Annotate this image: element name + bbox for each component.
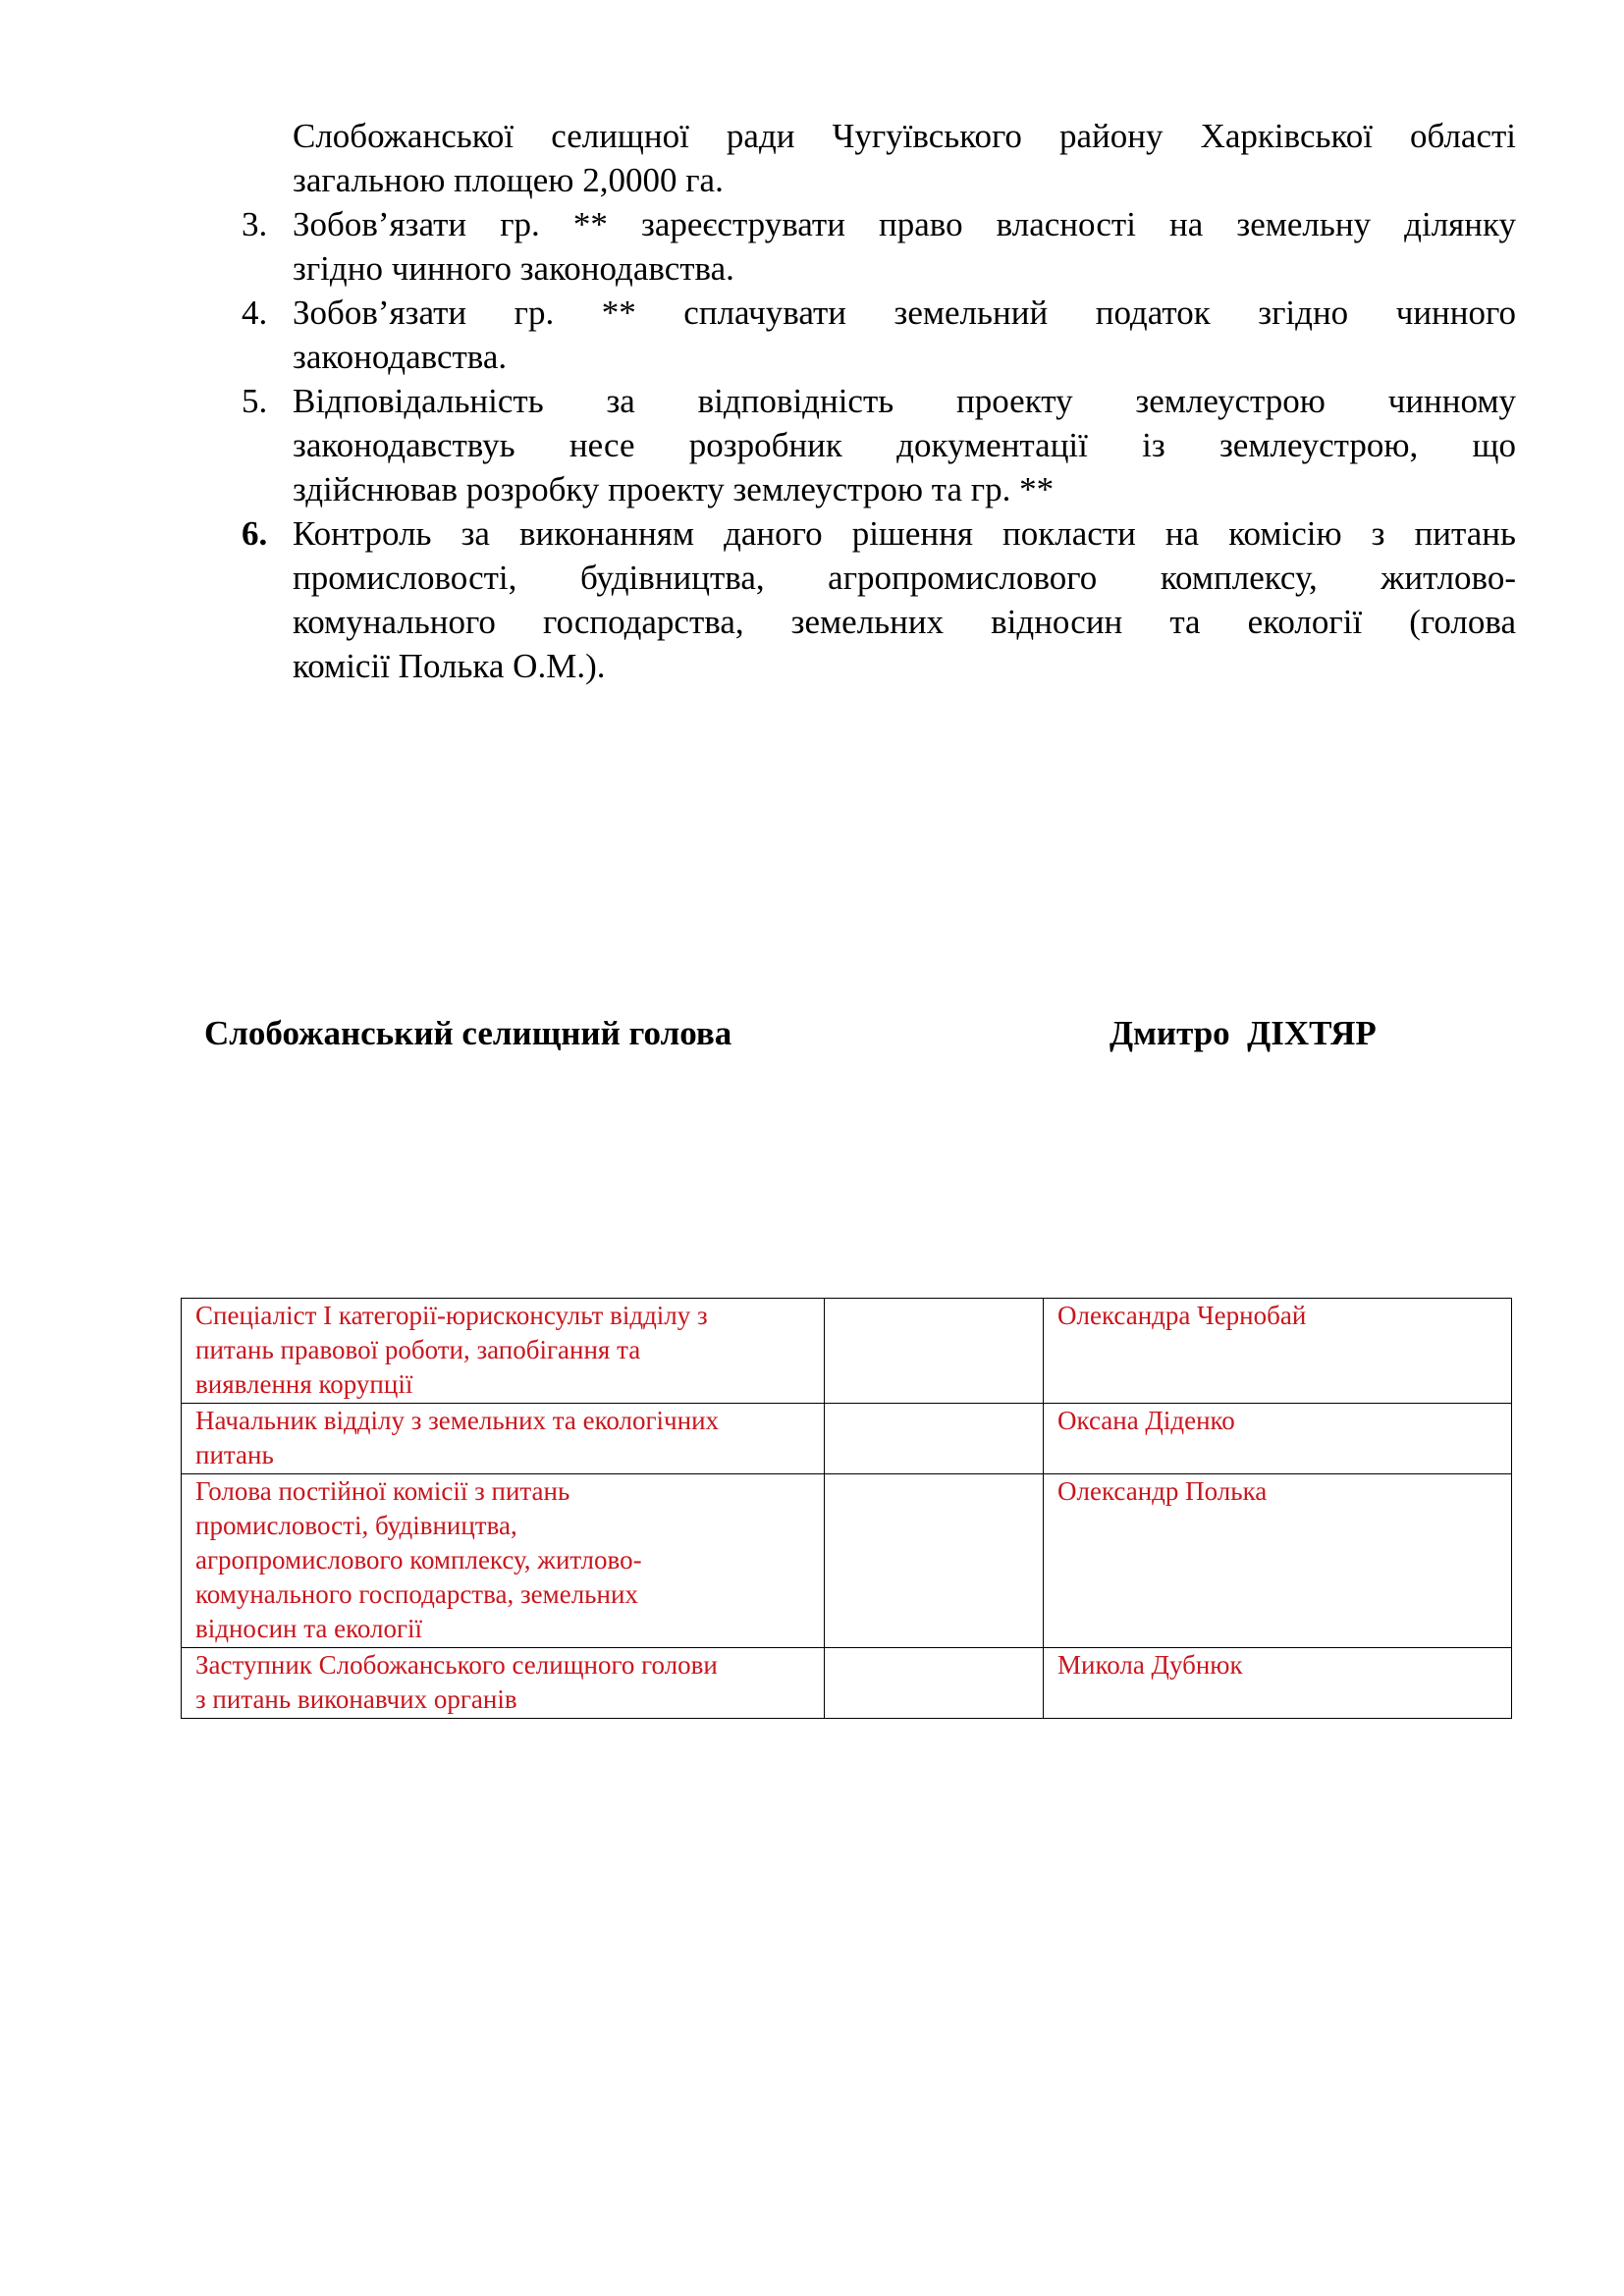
item-line: комісії Полька О.М.). (293, 647, 606, 685)
approvals-table (181, 1298, 1512, 1719)
item-line: комунального господарства, земельних відносин та екології (голова (293, 603, 1516, 641)
table-row (182, 1474, 1512, 1648)
signature-cell (825, 1299, 1044, 1404)
role-line: Заступник Слобожанського селищного голови (195, 1650, 718, 1680)
item-line: згідно чинного законодавства. (293, 249, 734, 288)
role-line: питань (195, 1440, 274, 1469)
item-number: 4. (242, 294, 268, 332)
signature-cell (825, 1404, 1044, 1474)
signature-cell (825, 1474, 1044, 1648)
name-cell: Олександр Полька (1044, 1474, 1512, 1648)
name-cell: Микола Дубнюк (1044, 1648, 1512, 1719)
role-line: агропромислового комплексу, житлово- (195, 1545, 642, 1575)
item-line: здійснював розробку проекту землеустрою та гр. ** (293, 470, 1055, 508)
item-line: Контроль за виконанням даного рішення покласти на комісію з питань (293, 514, 1516, 553)
item-line: Зобов’язати гр. ** сплачувати земельний податок згідно чинного (293, 294, 1516, 332)
item-line: Зобов’язати гр. ** зареєструвати право власності на земельну ділянку (293, 205, 1516, 243)
item-number: 3. (242, 205, 268, 243)
table-row (182, 1648, 1512, 1719)
signature-title: Слобожанський селищний голова (204, 1014, 732, 1052)
role-line: з питань виконавчих органів (195, 1684, 517, 1714)
table-row (182, 1299, 1512, 1404)
item-number: 6. (242, 514, 268, 553)
name-cell: Оксана Діденко (1044, 1404, 1512, 1474)
role-line: відносин та екології (195, 1614, 423, 1643)
role-line: комунального господарства, земельних (195, 1579, 638, 1609)
item-line: загальною площею 2,0000 га. (293, 161, 724, 199)
role-line: Спеціаліст І категорії-юрисконсульт відділу з (195, 1301, 708, 1330)
name-cell: Олександра Чернобай (1044, 1299, 1512, 1404)
table-row (182, 1404, 1512, 1474)
item-line: промисловості, будівництва, агропромислового комплексу, житлово- (293, 559, 1516, 597)
item-line: законодавствуь несе розробник документації із землеустрою, що (293, 426, 1516, 464)
role-cell (182, 1404, 825, 1474)
item-number: 5. (242, 382, 268, 420)
role-line: питань правової роботи, запобігання та (195, 1335, 641, 1364)
role-cell (182, 1474, 825, 1648)
role-line: промисловості, будівництва, (195, 1511, 517, 1540)
role-line: виявлення корупції (195, 1369, 413, 1399)
role-line: Голова постійної комісії з питань (195, 1476, 570, 1506)
role-line: Начальник відділу з земельних та екологічних (195, 1406, 720, 1435)
item-line: Слобожанської селищної ради Чугуївського району Харківської області (293, 117, 1516, 155)
role-cell (182, 1648, 825, 1719)
item-line: законодавства. (293, 338, 508, 376)
signature-cell (825, 1648, 1044, 1719)
role-cell (182, 1299, 825, 1404)
item-line: Відповідальність за відповідність проекту землеустрою чинному (293, 382, 1516, 420)
signature-name: Дмитро ДІХТЯР (1110, 1014, 1377, 1052)
